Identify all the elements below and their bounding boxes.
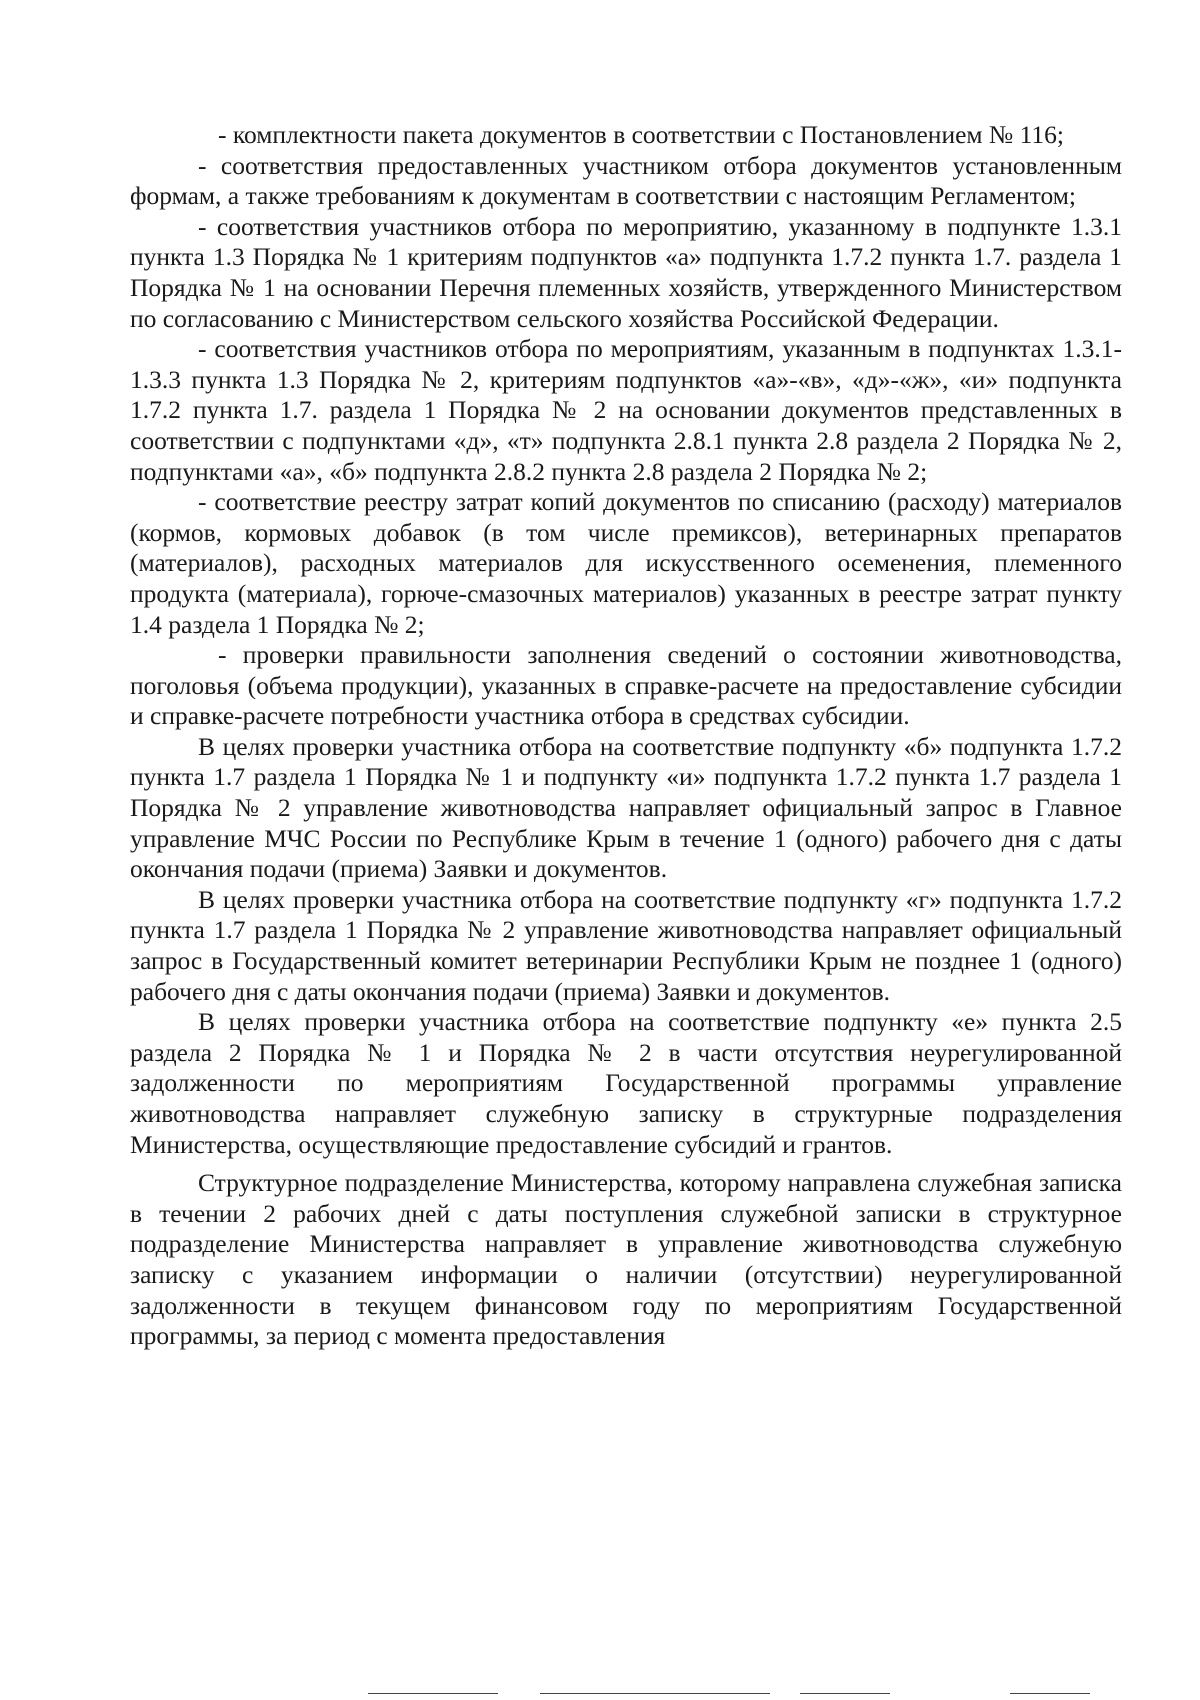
paragraph: - соответствие реестру затрат копий документов по списанию (расходу) материалов (кормов, кормовых добавок (в том числе премиксов), ветеринарных препаратов (материалов), расходных материалов для искусственного осеменения, племенного продукта (материала), горюче-смазочных материалов) указанных в реестре затрат пункту 1.4 раздела 1 Порядка № 2;: [130, 487, 1122, 639]
document-body: [130, 120, 1122, 1352]
scan-edge-line: [800, 1693, 890, 1694]
scan-edge-line: [368, 1693, 498, 1694]
paragraph: В целях проверки участника отбора на соответствие подпункту «б» подпункта 1.7.2 пункта 1.7 раздела 1 Порядка № 1 и подпункту «и» подпункта 1.7.2 пункта 1.7 раздела 1 Порядка № 2 управление животноводства направляет официальный запрос в Главное управление МЧС России по Республике Крым в течение 1 (одного) рабочего дня с даты окончания подачи (приема) Заявки и документов.: [130, 731, 1122, 884]
paragraph: В целях проверки участника отбора на соответствие подпункту «е» пункта 2.5 раздела 2 Порядка № 1 и Порядка № 2 в части отсутствия неурегулированной задолженности по мероприятиям Государственной программы управление животноводства направляет служебную записку в структурные подразделения Министерства, осуществляющие предоставление субсидий и грантов.: [130, 1007, 1122, 1159]
paragraph: - проверки правильности заполнения сведений о состоянии животноводства, поголовья (объема продукции), указанных в справке-расчете на предоставление субсидии и справке-расчете потребности участника отбора в средствах субсидии.: [130, 640, 1122, 731]
paragraph: В целях проверки участника отбора на соответствие подпункту «г» подпункта 1.7.2 пункта 1.7 раздела 1 Порядка № 2 управление животноводства направляет официальный запрос в Государственный комитет ветеринарии Республики Крым не позднее 1 (одного) рабочего дня с даты окончания подачи (приема) Заявки и документов.: [130, 884, 1122, 1006]
paragraph: - соответствия предоставленных участником отбора документов установленным формам, а также требованиям к документам в соответствии с настоящим Регламентом;: [130, 150, 1122, 211]
paragraph: - соответствия участников отбора по мероприятиям, указанным в подпунктах 1.3.1-1.3.3 пункта 1.3 Порядка № 2, критериям подпунктов «а»-«в», «д»-«ж», «и» подпункта 1.7.2 пункта 1.7. раздела 1 Порядка № 2 на основании документов представленных в соответствии с подпунктами «д», «т» подпункта 2.8.1 пункта 2.8 раздела 2 Порядка № 2, подпунктами «а», «б» подпункта 2.8.2 пункта 2.8 раздела 2 Порядка № 2;: [130, 334, 1122, 486]
paragraph: Структурное подразделение Министерства, которому направлена служебная записка в течении 2 рабочих дней с даты поступления служебной записки в структурное подразделение Министерства направляет в управление животноводства служебную записку с указанием информации о наличии (отсутствии) неурегулированной задолженности в текущем финансовом году по мероприятиям Государственной программы, за период с момента предоставления: [130, 1168, 1122, 1351]
scan-edge-line: [540, 1693, 770, 1694]
paragraph: - комплектности пакета документов в соответствии с Постановлением № 116;: [218, 120, 1065, 149]
paragraph: - соответствия участников отбора по мероприятию, указанному в подпункте 1.3.1 пункта 1.3 Порядка № 1 критериям подпунктов «а» подпункта 1.7.2 пункта 1.7. раздела 1 Порядка № 1 на основании Перечня племенных хозяйств, утвержденного Министерством по согласованию с Министерством сельского хозяйства Российской Федерации.: [130, 211, 1122, 333]
scan-edge-line: [1010, 1693, 1090, 1694]
